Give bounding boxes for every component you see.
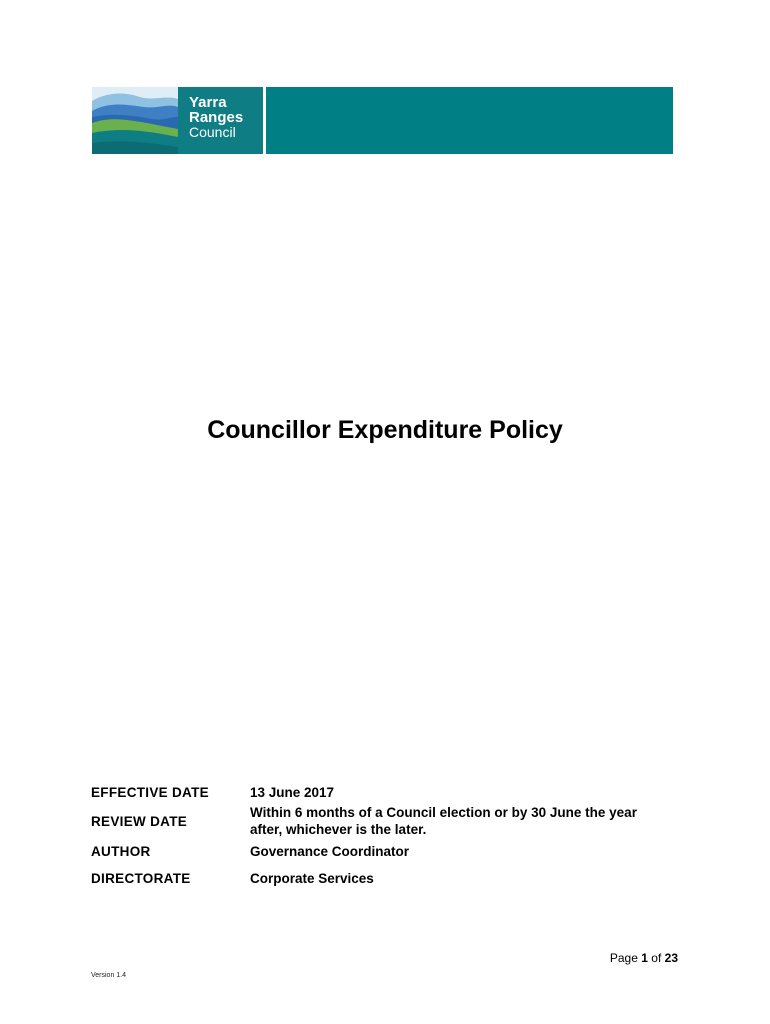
version-label: Version 1.4 xyxy=(91,972,127,979)
header-banner xyxy=(92,87,673,154)
meta-key: REVIEW DATE xyxy=(91,813,188,829)
logo-line-3: Council xyxy=(189,124,236,140)
page-prefix: Page xyxy=(609,951,638,965)
meta-value: 13 June 2017 xyxy=(250,784,335,800)
page-of: of xyxy=(651,951,662,965)
meta-value: Within 6 months of a Council election or by 30 June the year after, whichever is the later. xyxy=(250,805,637,837)
banner-bar xyxy=(266,87,673,154)
council-logo xyxy=(92,87,263,154)
meta-row-directorate xyxy=(91,861,651,895)
logo-line-1: Yarra xyxy=(189,94,227,111)
document-title: Councillor Expenditure Policy xyxy=(207,416,563,444)
meta-key: DIRECTORATE xyxy=(91,870,191,886)
document-metadata-table xyxy=(91,783,651,895)
meta-value: Governance Coordinator xyxy=(250,843,410,859)
meta-row-effective-date xyxy=(91,783,651,801)
logo-line-2: Ranges xyxy=(189,109,244,126)
meta-value: Corporate Services xyxy=(250,870,374,886)
meta-key: AUTHOR xyxy=(91,843,151,859)
page-current: 1 xyxy=(641,951,648,965)
landscape-hills-logo-icon xyxy=(92,87,178,154)
meta-row-author xyxy=(91,841,651,861)
meta-key: EFFECTIVE DATE xyxy=(91,784,209,800)
page-number xyxy=(610,951,678,965)
logo-wordmark xyxy=(189,95,243,140)
meta-row-review-date xyxy=(91,801,651,841)
page-total: 23 xyxy=(664,951,678,965)
